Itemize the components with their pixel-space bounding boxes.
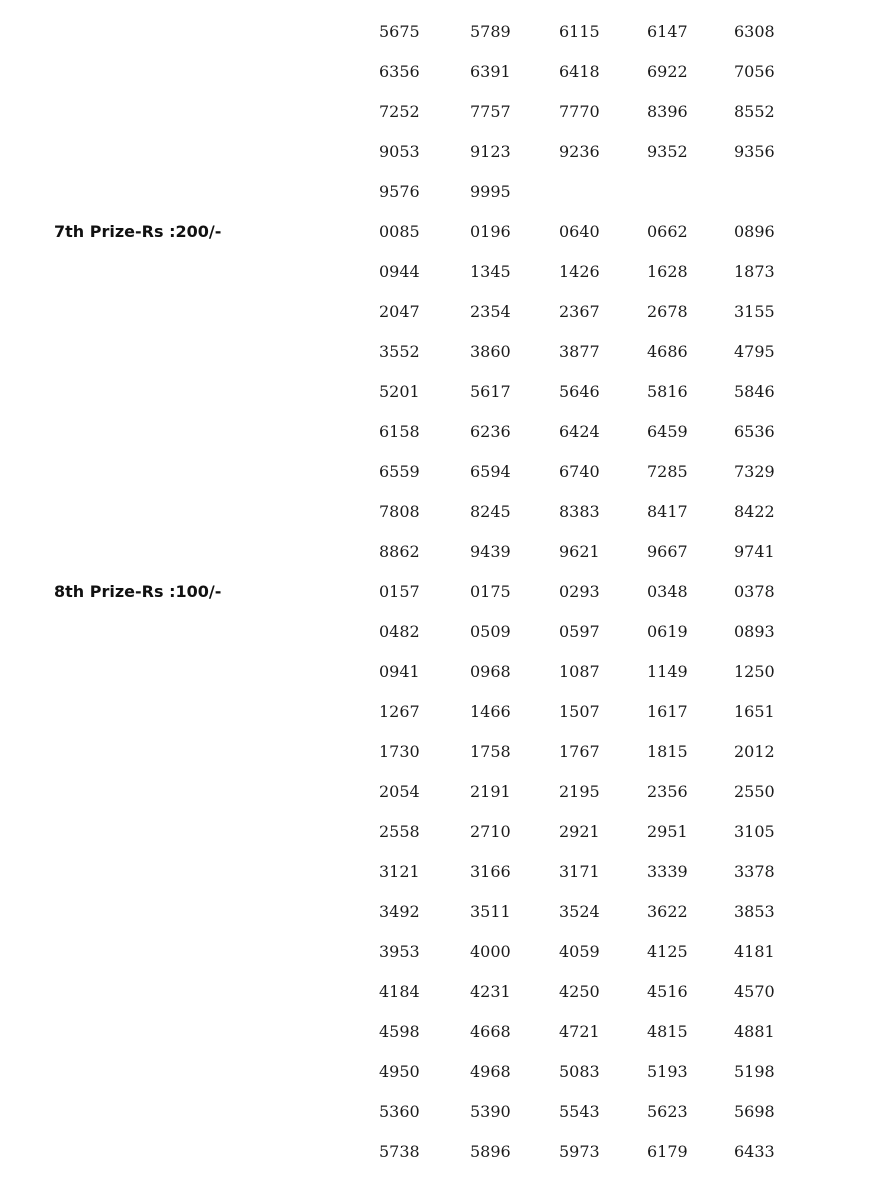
table-row [0, 1132, 876, 1172]
table-row [0, 1052, 876, 1092]
ticket-number: 3853 [734, 902, 775, 921]
ticket-number: 1087 [559, 662, 600, 681]
ticket-number: 8862 [379, 542, 420, 561]
ticket-number: 5543 [559, 1102, 600, 1121]
table-row [0, 772, 876, 812]
ticket-number: 6459 [647, 422, 688, 441]
table-row [0, 252, 876, 292]
ticket-number: 5623 [647, 1102, 688, 1121]
ticket-number: 7329 [734, 462, 775, 481]
ticket-number: 6922 [647, 62, 688, 81]
ticket-number: 4000 [470, 942, 511, 961]
ticket-number: 2054 [379, 782, 420, 801]
ticket-number: 1345 [470, 262, 511, 281]
ticket-number: 5198 [734, 1062, 775, 1081]
table-row [0, 972, 876, 1012]
ticket-number: 7757 [470, 102, 511, 121]
ticket-number: 4950 [379, 1062, 420, 1081]
table-row [0, 692, 876, 732]
ticket-number: 9576 [379, 182, 420, 201]
ticket-number: 5675 [379, 22, 420, 41]
ticket-number: 4250 [559, 982, 600, 1001]
ticket-number: 5201 [379, 382, 420, 401]
ticket-number: 6147 [647, 22, 688, 41]
ticket-number: 6559 [379, 462, 420, 481]
ticket-number: 6594 [470, 462, 511, 481]
table-row [0, 412, 876, 452]
ticket-number: 5360 [379, 1102, 420, 1121]
ticket-number: 9053 [379, 142, 420, 161]
ticket-number: 3511 [470, 902, 511, 921]
table-row [0, 92, 876, 132]
ticket-number: 5789 [470, 22, 511, 41]
ticket-number: 1628 [647, 262, 688, 281]
ticket-number: 0509 [470, 622, 511, 641]
table-row [0, 892, 876, 932]
ticket-number: 4125 [647, 942, 688, 961]
ticket-number: 2921 [559, 822, 600, 841]
ticket-number: 0944 [379, 262, 420, 281]
ticket-number: 0175 [470, 582, 511, 601]
ticket-number: 3622 [647, 902, 688, 921]
ticket-number: 6418 [559, 62, 600, 81]
ticket-number: 2951 [647, 822, 688, 841]
table-row [0, 292, 876, 332]
table-row [0, 572, 876, 612]
ticket-number: 2678 [647, 302, 688, 321]
table-row [0, 12, 876, 52]
table-row [0, 932, 876, 972]
ticket-number: 1873 [734, 262, 775, 281]
ticket-number: 4231 [470, 982, 511, 1001]
ticket-number: 1617 [647, 702, 688, 721]
ticket-number: 1651 [734, 702, 775, 721]
table-row [0, 732, 876, 772]
table-row [0, 52, 876, 92]
ticket-number: 9439 [470, 542, 511, 561]
ticket-number: 9356 [734, 142, 775, 161]
ticket-number: 5896 [470, 1142, 511, 1161]
ticket-number: 5698 [734, 1102, 775, 1121]
table-row [0, 372, 876, 412]
ticket-number: 0941 [379, 662, 420, 681]
ticket-number: 3171 [559, 862, 600, 881]
ticket-number: 3166 [470, 862, 511, 881]
ticket-number: 0619 [647, 622, 688, 641]
ticket-number: 3155 [734, 302, 775, 321]
ticket-number: 0640 [559, 222, 600, 241]
ticket-number: 7770 [559, 102, 600, 121]
table-row [0, 532, 876, 572]
ticket-number: 2047 [379, 302, 420, 321]
ticket-number: 4181 [734, 942, 775, 961]
table-row [0, 212, 876, 252]
ticket-number: 3339 [647, 862, 688, 881]
ticket-number: 0378 [734, 582, 775, 601]
table-row [0, 452, 876, 492]
ticket-number: 6424 [559, 422, 600, 441]
ticket-number: 3552 [379, 342, 420, 361]
ticket-number: 3860 [470, 342, 511, 361]
ticket-number: 2356 [647, 782, 688, 801]
ticket-number: 4881 [734, 1022, 775, 1041]
ticket-number: 8396 [647, 102, 688, 121]
ticket-number: 4968 [470, 1062, 511, 1081]
ticket-number: 0662 [647, 222, 688, 241]
ticket-number: 0157 [379, 582, 420, 601]
ticket-number: 3524 [559, 902, 600, 921]
ticket-number: 4815 [647, 1022, 688, 1041]
ticket-number: 1250 [734, 662, 775, 681]
ticket-number: 3378 [734, 862, 775, 881]
ticket-number: 1267 [379, 702, 420, 721]
ticket-number: 9667 [647, 542, 688, 561]
ticket-number: 0196 [470, 222, 511, 241]
ticket-number: 2367 [559, 302, 600, 321]
ticket-number: 0085 [379, 222, 420, 241]
ticket-number: 7056 [734, 62, 775, 81]
ticket-number: 8422 [734, 502, 775, 521]
ticket-number: 3105 [734, 822, 775, 841]
ticket-number: 6356 [379, 62, 420, 81]
ticket-number: 5973 [559, 1142, 600, 1161]
table-row [0, 1012, 876, 1052]
ticket-number: 3121 [379, 862, 420, 881]
ticket-number: 0597 [559, 622, 600, 641]
ticket-number: 2550 [734, 782, 775, 801]
prize-label: 8th Prize-Rs :100/- [54, 582, 222, 601]
ticket-number: 9352 [647, 142, 688, 161]
ticket-number: 7808 [379, 502, 420, 521]
ticket-number: 1149 [647, 662, 688, 681]
table-row [0, 1092, 876, 1132]
ticket-number: 1730 [379, 742, 420, 761]
ticket-number: 8245 [470, 502, 511, 521]
ticket-number: 5846 [734, 382, 775, 401]
ticket-number: 6391 [470, 62, 511, 81]
ticket-number: 3953 [379, 942, 420, 961]
ticket-number: 0482 [379, 622, 420, 641]
ticket-number: 1466 [470, 702, 511, 721]
ticket-number: 0348 [647, 582, 688, 601]
ticket-number: 9741 [734, 542, 775, 561]
ticket-number: 6236 [470, 422, 511, 441]
ticket-number: 6740 [559, 462, 600, 481]
ticket-number: 2710 [470, 822, 511, 841]
ticket-number: 5646 [559, 382, 600, 401]
ticket-number: 4516 [647, 982, 688, 1001]
ticket-number: 2558 [379, 822, 420, 841]
ticket-number: 5193 [647, 1062, 688, 1081]
ticket-number: 4184 [379, 982, 420, 1001]
table-row [0, 172, 876, 212]
ticket-number: 4059 [559, 942, 600, 961]
ticket-number: 0968 [470, 662, 511, 681]
ticket-number: 7252 [379, 102, 420, 121]
ticket-number: 2191 [470, 782, 511, 801]
table-row [0, 852, 876, 892]
ticket-number: 6115 [559, 22, 600, 41]
ticket-number: 0293 [559, 582, 600, 601]
ticket-number: 5738 [379, 1142, 420, 1161]
ticket-number: 6308 [734, 22, 775, 41]
prize-label: 7th Prize-Rs :200/- [54, 222, 222, 241]
ticket-number: 9123 [470, 142, 511, 161]
ticket-number: 1426 [559, 262, 600, 281]
ticket-number: 1815 [647, 742, 688, 761]
ticket-number: 6179 [647, 1142, 688, 1161]
ticket-number: 2195 [559, 782, 600, 801]
table-row [0, 812, 876, 852]
table-row [0, 612, 876, 652]
ticket-number: 4686 [647, 342, 688, 361]
ticket-number: 2354 [470, 302, 511, 321]
ticket-number: 5617 [470, 382, 511, 401]
ticket-number: 5390 [470, 1102, 511, 1121]
ticket-number: 9995 [470, 182, 511, 201]
table-row [0, 652, 876, 692]
ticket-number: 2012 [734, 742, 775, 761]
ticket-number: 1507 [559, 702, 600, 721]
ticket-number: 3877 [559, 342, 600, 361]
ticket-number: 5816 [647, 382, 688, 401]
ticket-number: 4598 [379, 1022, 420, 1041]
ticket-number: 4721 [559, 1022, 600, 1041]
ticket-number: 1767 [559, 742, 600, 761]
ticket-number: 0896 [734, 222, 775, 241]
ticket-number: 5083 [559, 1062, 600, 1081]
ticket-number: 6433 [734, 1142, 775, 1161]
ticket-number: 9621 [559, 542, 600, 561]
ticket-number: 4570 [734, 982, 775, 1001]
table-row [0, 132, 876, 172]
ticket-number: 8383 [559, 502, 600, 521]
ticket-number: 1758 [470, 742, 511, 761]
ticket-number: 8417 [647, 502, 688, 521]
ticket-number: 9236 [559, 142, 600, 161]
ticket-number: 0893 [734, 622, 775, 641]
table-row [0, 492, 876, 532]
ticket-number: 6536 [734, 422, 775, 441]
ticket-number: 4795 [734, 342, 775, 361]
ticket-number: 7285 [647, 462, 688, 481]
ticket-number: 8552 [734, 102, 775, 121]
ticket-number: 6158 [379, 422, 420, 441]
ticket-number: 3492 [379, 902, 420, 921]
table-row [0, 332, 876, 372]
ticket-number: 4668 [470, 1022, 511, 1041]
